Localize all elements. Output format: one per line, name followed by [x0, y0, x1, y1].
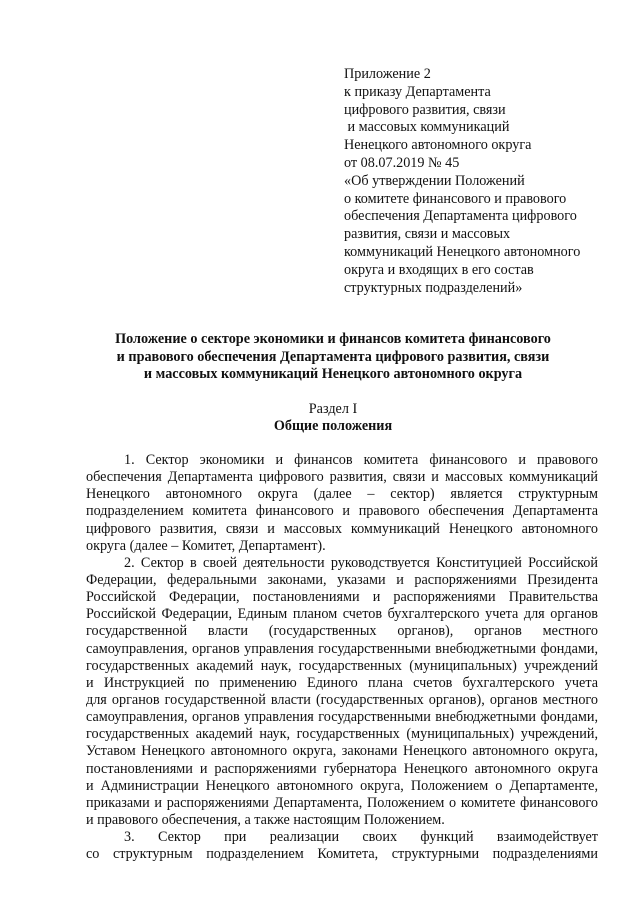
paragraph-2-line: и Администрации Ненецкого автономного округа, Положением о Департаменте,: [86, 777, 598, 794]
paragraph-1-line: обеспечения Департамента цифрового развития, связи и массовых коммуникаций: [86, 469, 598, 486]
document-title: [86, 331, 580, 384]
appendix-line: обеспечения Департамента цифрового: [344, 208, 577, 225]
paragraph-3-line: со структурным подразделением Комитета, структурными подразделениями: [86, 846, 598, 863]
title-line: и массовых коммуникаций Ненецкого автономного округа: [143, 366, 523, 383]
paragraph-2-line: Уставом Ненецкого автономного округа, законами Ненецкого автономного округа,: [86, 743, 598, 760]
paragraph-2-line: государственных академий наук, государственных (муниципальных) учреждений: [86, 657, 598, 674]
paragraph-1-line: подразделением комитета финансового и правового обеспечения Департамента: [86, 503, 598, 520]
appendix-line: округа и входящих в его состав: [344, 261, 534, 278]
paragraph-2-line: самоуправления, органов управления государственными внебюджетными фондами,: [86, 709, 598, 726]
appendix-line: структурных подразделений»: [344, 279, 523, 296]
paragraph-2-line: постановлениями и распоряжениями губернатора Ненецкого автономного округа: [86, 760, 598, 777]
paragraph-3-line: 3. Сектор при реализации своих функций взаимодействует: [124, 829, 598, 846]
paragraph-2-line: для органов государственной власти (государственных органов), органов местного: [86, 691, 598, 708]
paragraph-1-line: цифрового развития, связи и массовых коммуникаций Ненецкого автономного: [86, 520, 598, 537]
paragraph-2-line: государственной власти (государственных органов), органов местного: [86, 623, 598, 640]
paragraph-2-line: 2. Сектор в своей деятельности руководствуется Конституцией Российской: [124, 554, 598, 571]
paragraph-2-line: Российской Федерации, постановлениями и распоряжениями Правительства: [86, 589, 598, 606]
appendix-line: Ненецкого автономного округа: [344, 137, 532, 154]
title-line: Положение о секторе экономики и финансов комитета финансового: [115, 331, 551, 347]
appendix-line: о комитете финансового и правового: [344, 190, 567, 207]
body-text: [86, 452, 598, 863]
appendix-line: Приложение 2: [344, 66, 431, 82]
paragraph-2-line: самоуправления, органов управления государственными внебюджетными фондами,: [86, 640, 598, 657]
paragraph-2-line: и Инструкцией по применению Единого плана счетов бухгалтерского учета: [86, 674, 598, 691]
paragraph-1-line: Ненецкого автономного округа (далее – сектор) является структурным: [86, 486, 598, 503]
paragraph-1-line: 1. Сектор экономики и финансов комитета финансового и правового: [124, 452, 598, 468]
appendix-line: цифрового развития, связи: [344, 101, 506, 118]
appendix-line: и массовых коммуникаций: [344, 119, 510, 136]
appendix-line: «Об утверждении Положений: [344, 172, 525, 189]
appendix-line: от 08.07.2019 № 45: [344, 154, 460, 171]
paragraph-2-line: приказами и распоряжениями Департамента, Положением о комитете финансового: [86, 794, 598, 811]
appendix-line: к приказу Департамента: [344, 83, 491, 100]
title-line: и правового обеспечения Департамента цифрового развития, связи: [116, 348, 550, 365]
paragraph-2-line: Российской Федерации, Единым планом счетов бухгалтерского учета для органов: [86, 606, 598, 623]
section-number: Раздел I: [308, 401, 358, 417]
paragraph-1-line: округа (далее – Комитет, Департамент).: [86, 537, 326, 554]
section-title: Общие положения: [273, 418, 393, 434]
appendix-line: развития, связи и массовых: [344, 226, 511, 243]
appendix-line: коммуникаций Ненецкого автономного: [344, 243, 581, 260]
paragraph-2-line: государственных академий наук, государственных (муниципальных) учреждений,: [86, 726, 598, 743]
appendix-reference-block: [344, 66, 604, 297]
paragraph-2-line: и правового обеспечения, а также настоящим Положением.: [86, 811, 445, 828]
paragraph-2-line: Федерации, федеральными законами, указами и распоряжениями Президента: [86, 571, 598, 588]
